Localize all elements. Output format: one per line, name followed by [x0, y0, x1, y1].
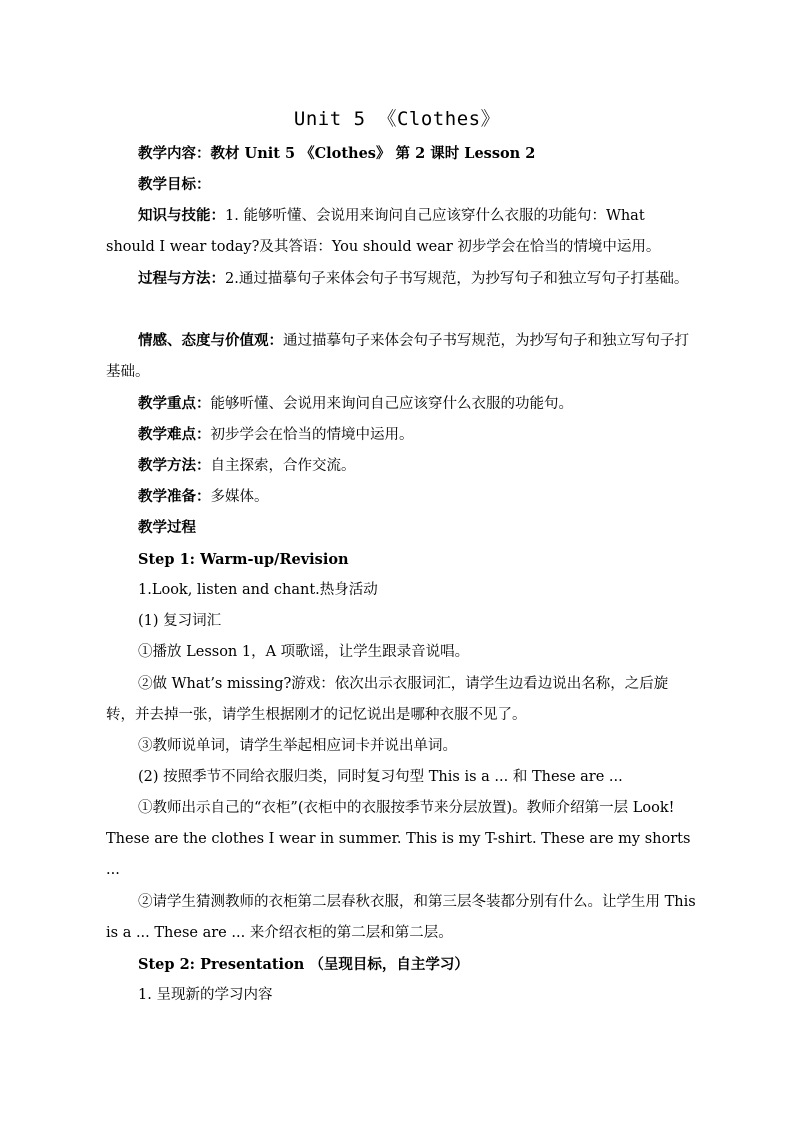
step1-line1: 1.Look, listen and chant.热身活动: [138, 582, 378, 598]
prep-label: 教学准备：: [138, 488, 211, 505]
method-text: 自主探索，合作交流。: [210, 458, 356, 474]
content-label: 教学内容：: [138, 145, 211, 162]
process-method-paragraph: [106, 263, 696, 295]
method-paragraph: [106, 450, 696, 482]
step1-heading: Step 1: Warm-up/Revision: [138, 551, 349, 568]
prep-text: 多媒体。: [210, 489, 269, 505]
step2-line1: 1. 呈现新的学习内容: [138, 987, 273, 1003]
step1-line3: ①播放 Lesson 1，A 项歌谣，让学生跟录音说唱。: [138, 644, 470, 660]
knowledge-paragraph: [106, 200, 696, 263]
knowledge-label: 知识与技能：: [138, 207, 225, 224]
process-method-label: 过程与方法：: [138, 270, 225, 287]
process-heading: 教学过程: [138, 519, 196, 536]
objectives-heading: 教学目标：: [138, 176, 211, 193]
prep-paragraph: [106, 481, 696, 513]
step1-line6: (2) 按照季节不同给衣服归类，同时复习句型 This is a ... 和 These are ...: [138, 769, 623, 785]
difficulty-paragraph: [106, 419, 696, 451]
emotion-label: 情感、态度与价值观：: [138, 332, 283, 349]
content-text: 教材 Unit 5 《Clothes》 第 2 课时 Lesson 2: [210, 145, 536, 162]
emotion-text: 通过描摹句子来体会句子书写规范，为抄写句子和独立写句子打基础。: [106, 333, 689, 380]
step1-line2: (1) 复习词汇: [138, 613, 222, 629]
step1-line5: ③教师说单词，请学生举起相应词卡并说出单词。: [138, 738, 457, 754]
focus-label: 教学重点：: [138, 395, 211, 412]
step2-heading: Step 2: Presentation （呈现目标，自主学习）: [138, 956, 469, 973]
knowledge-text: 1. 能够听懂、会说用来询问自己应该穿什么衣服的功能句：What should I wear today?及其答语：You should wear 初步学会在恰当的情境中运用。: [106, 208, 661, 255]
step1-line8: ②请学生猜测教师的衣柜第二层春秋衣服，和第三层冬装都分别有什么。让学生用 This is a ... These are ... 来介绍衣柜的第二层和第二层。: [106, 894, 696, 941]
difficulty-text: 初步学会在恰当的情境中运用。: [210, 427, 414, 443]
content-paragraph: [106, 138, 696, 170]
difficulty-label: 教学难点：: [138, 426, 211, 443]
page-title: Unit 5 《Clothes》: [293, 108, 501, 130]
focus-text: 能够听懂、会说用来询问自己应该穿什么衣服的功能句。: [210, 396, 573, 412]
method-label: 教学方法：: [138, 457, 211, 474]
step1-line7: ①教师出示自己的“衣柜”(衣柜中的衣服按季节来分层放置)。教师介绍第一层 Look! These are the clothes I wear in summer. This is my T-shirt. These are my shorts ...: [106, 800, 691, 878]
step1-line4: ②做 What’s missing?游戏：依次出示衣服词汇，请学生边看边说出名称，之后旋转，并去掉一张，请学生根据刚才的记忆说出是哪种衣服不见了。: [106, 676, 669, 723]
focus-paragraph: [106, 388, 696, 420]
process-method-text: 2.通过描摹句子来体会句子书写规范，为抄写句子和独立写句子打基础。: [225, 271, 689, 287]
emotion-paragraph: [106, 325, 696, 388]
